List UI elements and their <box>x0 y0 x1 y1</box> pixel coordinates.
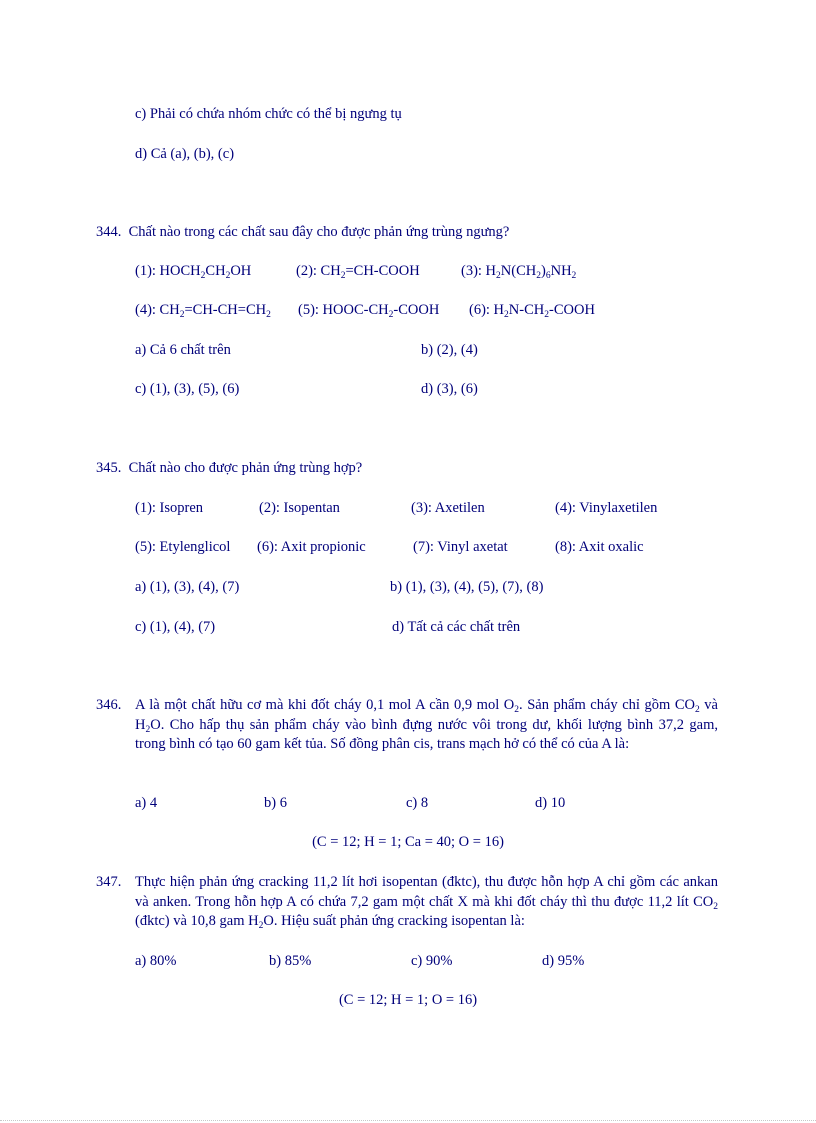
answer-d: d) Tất cả các chất trên <box>392 619 521 635</box>
substance-3: (3): Axetilen <box>411 500 485 516</box>
question-number: 344. <box>96 224 122 240</box>
question-346-text: A là một chất hữu cơ mà khi đốt cháy 0,1 mol A cần 0,9 mol $O_2$. Sản phẩm cháy chỉ gồm $CO_2$ và $H_2O$. Cho hấp thụ sản phẩm cháy vào bình đựng nước vôi trong dư, khối lượng bình 37,2 gam, trong bình có tạo 60 gam kết tủa. Số đồng phân cis, trans mạch hở có thể có của A là: <box>135 697 718 752</box>
answer-b: b) (2), (4) <box>421 342 478 358</box>
answer-c: c) 8 <box>406 795 429 811</box>
question-number-347: 347. <box>96 874 122 890</box>
answer-a: a) 80% <box>135 953 177 969</box>
substance-7: (7): Vinyl axetat <box>413 539 508 555</box>
substance-2: (2): Isopentan <box>259 500 340 516</box>
answer-c: c) (1), (4), (7) <box>135 619 216 635</box>
question-text: Chất nào trong các chất sau đây cho được phản ứng trùng ngưng? <box>128 224 510 240</box>
answer-c: c) 90% <box>411 953 453 969</box>
prev-option-d: d) Cả (a), (b), (c) <box>135 146 235 162</box>
answer-b: b) (1), (3), (4), (5), (7), (8) <box>390 579 544 595</box>
atomic-mass-note: (C = 12; H = 1; Ca = 40; O = 16) <box>312 834 504 850</box>
answer-d: d) 95% <box>542 953 585 969</box>
answer-b: b) 6 <box>264 795 287 811</box>
compound-2: (2): $CH_2=CH$-COOH <box>296 263 420 281</box>
question-347-text: Thực hiện phản ứng cracking 11,2 lít hơi isopentan (đktc), thu được hỗn hợp A chỉ gồm các ankan và anken. Trong hỗn hợp A có chứa 7,2 gam một chất X mà khi đốt cháy thì thu được 11,2 lít $CO_2$ (đktc) và 10,8 gam $H_2O$. Hiệu suất phản ứng cracking isopentan là: <box>135 874 718 931</box>
atomic-mass-note: (C = 12; H = 1; O = 16) <box>338 992 478 1008</box>
compound-6: (6): $H_2N-CH_2$-COOH <box>469 302 595 320</box>
page-bottom-border <box>0 1120 816 1121</box>
compound-4: (4): $CH_2=CH-CH=CH_2$ <box>135 302 271 320</box>
substance-6: (6): Axit propionic <box>257 539 366 555</box>
substance-5: (5): Etylenglicol <box>135 539 231 555</box>
question-number-346: 346. <box>96 697 122 713</box>
answer-b: b) 85% <box>269 953 312 969</box>
answer-d: d) 10 <box>535 795 566 811</box>
compound-5: (5): HOOC-$CH_2$-COOH <box>298 302 440 320</box>
answer-a: a) 4 <box>135 795 158 811</box>
question-number: 345. <box>96 460 122 476</box>
answer-a: a) Cả 6 chất trên <box>135 342 231 358</box>
answer-d: d) (3), (6) <box>421 381 478 397</box>
question-text: Chất nào cho được phản ứng trùng hợp? <box>128 460 363 476</box>
compound-3: (3): $H_2N(CH_2)_6NH_2$ <box>461 263 577 281</box>
substance-8: (8): Axit oxalic <box>555 539 644 555</box>
substance-1: (1): Isopren <box>135 500 204 516</box>
question-344 <box>96 223 509 241</box>
prev-option-c: c) Phải có chứa nhóm chức có thể bị ngưng tụ <box>135 106 402 122</box>
compound-1: (1): $HOCH_2CH_2OH$ <box>135 263 252 281</box>
substance-4: (4): Vinylaxetilen <box>555 500 658 516</box>
answer-c: c) (1), (3), (5), (6) <box>135 381 240 397</box>
question-345 <box>96 459 362 477</box>
answer-a: a) (1), (3), (4), (7) <box>135 579 240 595</box>
